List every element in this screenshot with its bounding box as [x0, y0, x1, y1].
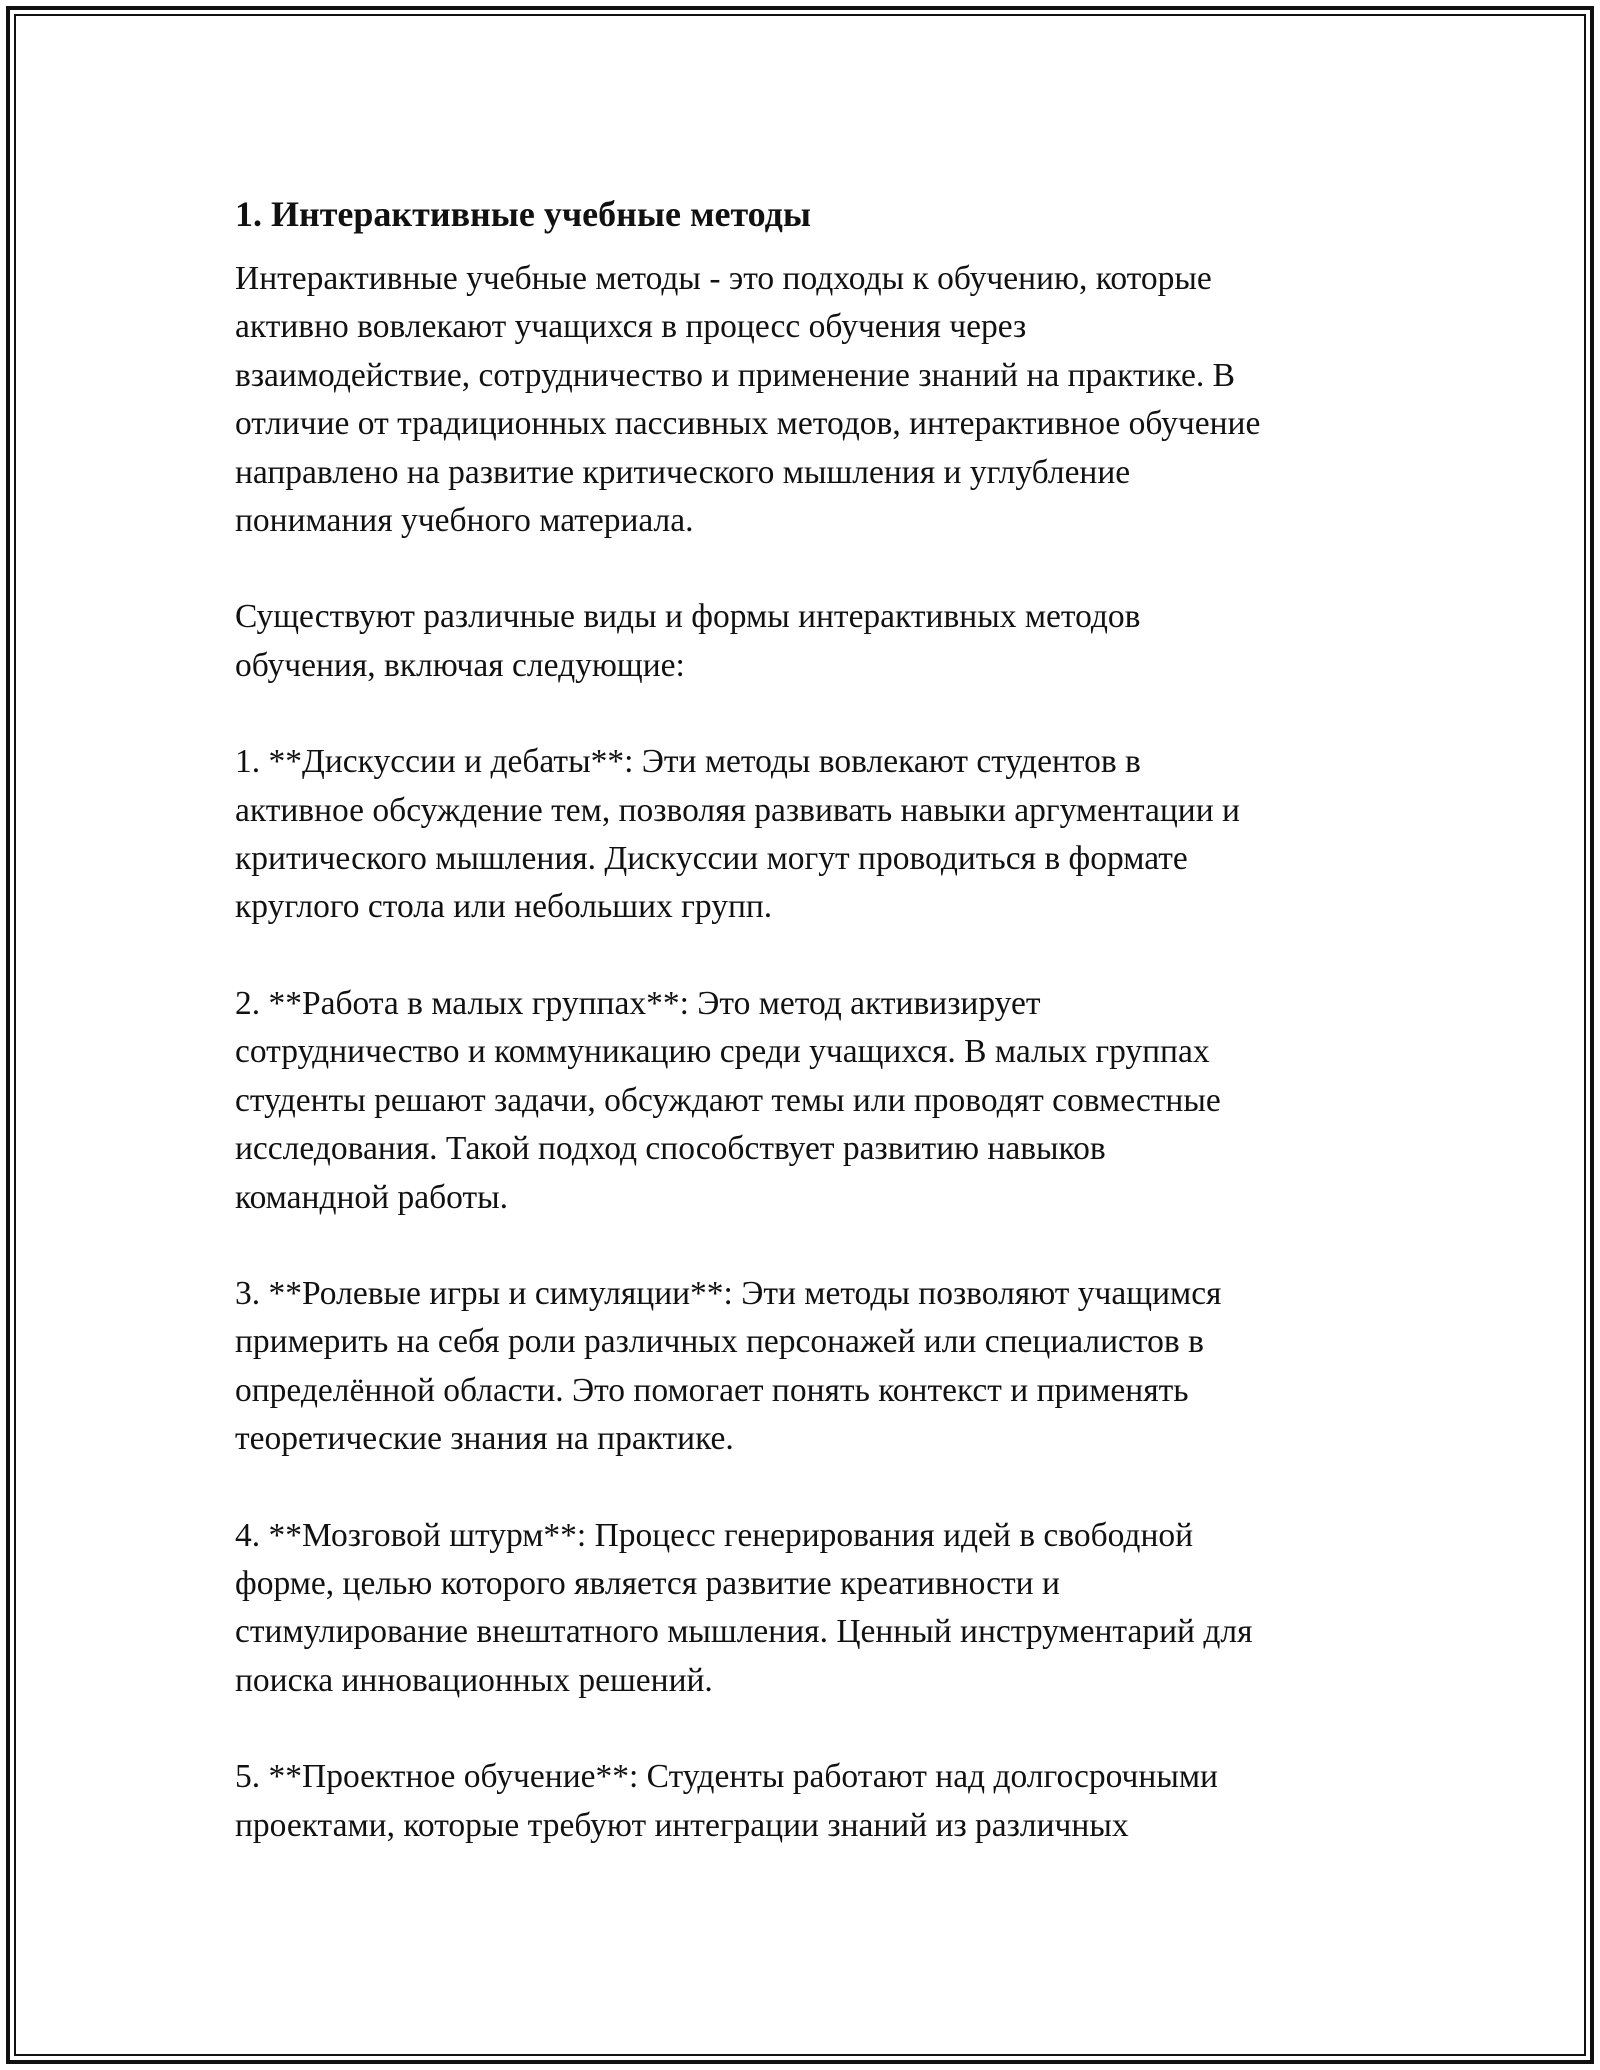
list-item-small-groups [235, 980, 1375, 1222]
spacer [235, 1222, 1375, 1270]
spacer [235, 1464, 1375, 1512]
list-item-project-learning [235, 1753, 1375, 1850]
text-line: стимулирование внештатного мышления. Ценный инструментарий для [235, 1613, 1253, 1651]
section-heading: 1. Интерактивные учебные методы [235, 194, 811, 234]
text-line: теоретические знания на практике. [235, 1420, 734, 1458]
text-line: круглого стола или небольших групп. [235, 888, 773, 926]
text-line: активно вовлекают учащихся в процесс обучения через [235, 308, 1027, 346]
text-line: обучения, включая следующие: [235, 646, 685, 684]
text-line: понимания учебного материала. [235, 502, 694, 540]
text-line: критического мышления. Дискуссии могут проводиться в формате [235, 840, 1188, 878]
text-line: 5. **Проектное обучение**: Студенты работают над долгосрочными [235, 1758, 1218, 1796]
spacer [235, 545, 1375, 593]
text-line: 1. **Дискуссии и дебаты**: Эти методы вовлекают студентов в [235, 743, 1141, 781]
text-line: 4. **Мозговой штурм**: Процесс генерирования идей в свободной [235, 1516, 1194, 1554]
text-line: 3. **Ролевые игры и симуляции**: Эти методы позволяют учащимся [235, 1274, 1222, 1312]
text-line: определённой области. Это помогает понять контекст и применять [235, 1371, 1189, 1409]
spacer [235, 1705, 1375, 1753]
spacer [235, 690, 1375, 738]
list-item-brainstorm [235, 1512, 1375, 1706]
list-item-discussions [235, 738, 1375, 932]
text-line: студенты решают задачи, обсуждают темы или проводят совместные [235, 1081, 1221, 1119]
text-line: Интерактивные учебные методы - это подходы к обучению, которые [235, 260, 1212, 297]
text-line: проектами, которые требуют интеграции знаний из различных [235, 1806, 1129, 1844]
text-line: командной работы. [235, 1178, 508, 1216]
spacer [235, 932, 1375, 980]
paragraph-types [235, 593, 1375, 690]
text-line: Существуют различные виды и формы интерактивных методов [235, 598, 1141, 636]
text-line: сотрудничество и коммуникацию среди учащихся. В малых группах [235, 1033, 1210, 1071]
text-line: активное обсуждение тем, позволяя развивать навыки аргументации и [235, 791, 1240, 829]
text-line: примерить на себя роли различных персонажей или специалистов в [235, 1323, 1204, 1361]
text-line: исследования. Такой подход способствует развитию навыков [235, 1130, 1106, 1168]
spacer [235, 243, 1375, 255]
paragraph-intro [235, 255, 1375, 545]
text-line: форме, целью которого является развитие креативности и [235, 1564, 1060, 1602]
text-line: поиска инновационных решений. [235, 1661, 713, 1699]
text-line: взаимодействие, сотрудничество и применение знаний на практике. В [235, 356, 1235, 394]
text-line: 2. **Работа в малых группах**: Это метод активизирует [235, 984, 1041, 1022]
text-line: отличие от традиционных пассивных методов, интерактивное обучение [235, 405, 1261, 443]
text-line: направлено на развитие критического мышления и углубление [235, 453, 1131, 491]
document-body [235, 185, 1375, 1850]
list-item-role-games [235, 1270, 1375, 1464]
